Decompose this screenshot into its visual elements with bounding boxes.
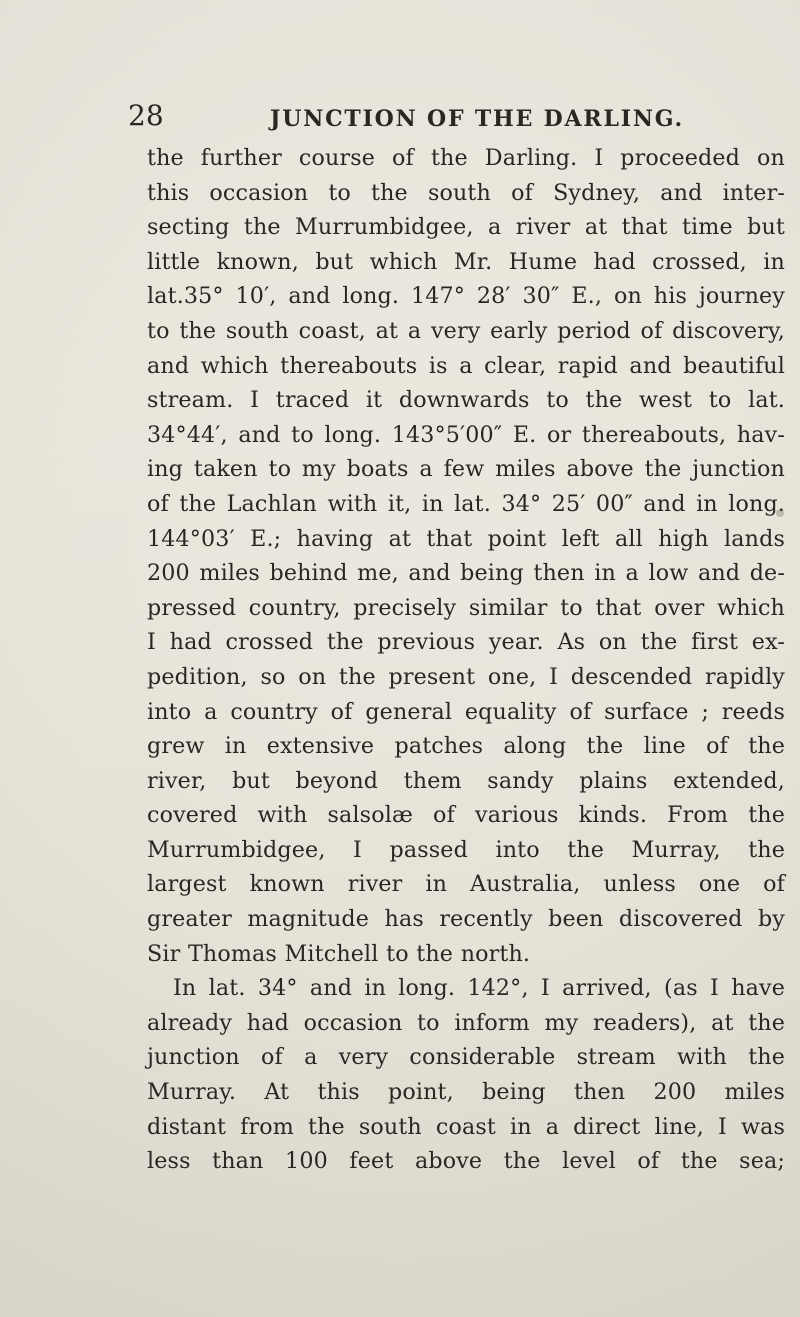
running-title: JUNCTION OF THE DARLING. (270, 106, 684, 132)
text-line: already had occasion to inform my readers), at the (147, 1009, 785, 1036)
running-head (0, 100, 800, 144)
text-line: 144°03′ E.; having at that point left all high lands (147, 525, 785, 552)
text-line: greater magnitude has recently been discovered by (147, 906, 785, 933)
text-line: stream. I traced it downwards to the west to lat. (147, 387, 785, 414)
text-line: 34°44′, and to long. 143°5′00″ E. or thereabouts, hav- (147, 421, 785, 448)
text-line: distant from the south coast in a direct line, I was (147, 1113, 785, 1140)
text-line: to the south coast, at a very early period of discovery, (147, 317, 785, 344)
text-line: river, but beyond them sandy plains extended, (147, 767, 785, 794)
text-line: the further course of the Darling. I proceeded on (147, 145, 785, 171)
text-line: junction of a very considerable stream with the (147, 1044, 785, 1071)
text-line: pedition, so on the present one, I descended rapidly (147, 663, 785, 690)
text-line: Sir Thomas Mitchell to the north. (147, 940, 531, 967)
text-line: In lat. 34° and in long. 142°, I arrived, (as I have (173, 975, 785, 1002)
text-line: this occasion to the south of Sydney, and inter- (147, 179, 785, 206)
text-line: little known, but which Mr. Hume had crossed, in (147, 248, 785, 275)
text-line: secting the Murrumbidgee, a river at that time but (147, 214, 785, 241)
text-line: less than 100 feet above the level of the sea; (147, 1148, 785, 1175)
paper-spot (776, 509, 784, 517)
text-line: Murray. At this point, being then 200 miles (147, 1079, 785, 1106)
text-line: lat.35° 10′, and long. 147° 28′ 30″ E., on his journey (147, 283, 785, 310)
text-line: Murrumbidgee, I passed into the Murray, the (147, 836, 785, 863)
text-line: and which thereabouts is a clear, rapid and beautiful (147, 352, 785, 379)
text-line: grew in extensive patches along the line of the (147, 733, 785, 760)
page-number: 28 (128, 99, 164, 132)
text-line: I had crossed the previous year. As on the first ex- (147, 629, 785, 656)
text-line: of the Lachlan with it, in lat. 34° 25′ 00″ and in long. (147, 490, 785, 517)
text-line: into a country of general equality of surface ; reeds (147, 698, 785, 725)
text-line: covered with salsolæ of various kinds. From the (147, 802, 785, 829)
text-line: 200 miles behind me, and being then in a low and de- (147, 560, 785, 587)
body-text (147, 141, 785, 1179)
text-line: largest known river in Australia, unless one of (147, 871, 785, 898)
text-line: ing taken to my boats a few miles above the junction (147, 456, 785, 483)
text-line: pressed country, precisely similar to that over which (147, 594, 785, 621)
